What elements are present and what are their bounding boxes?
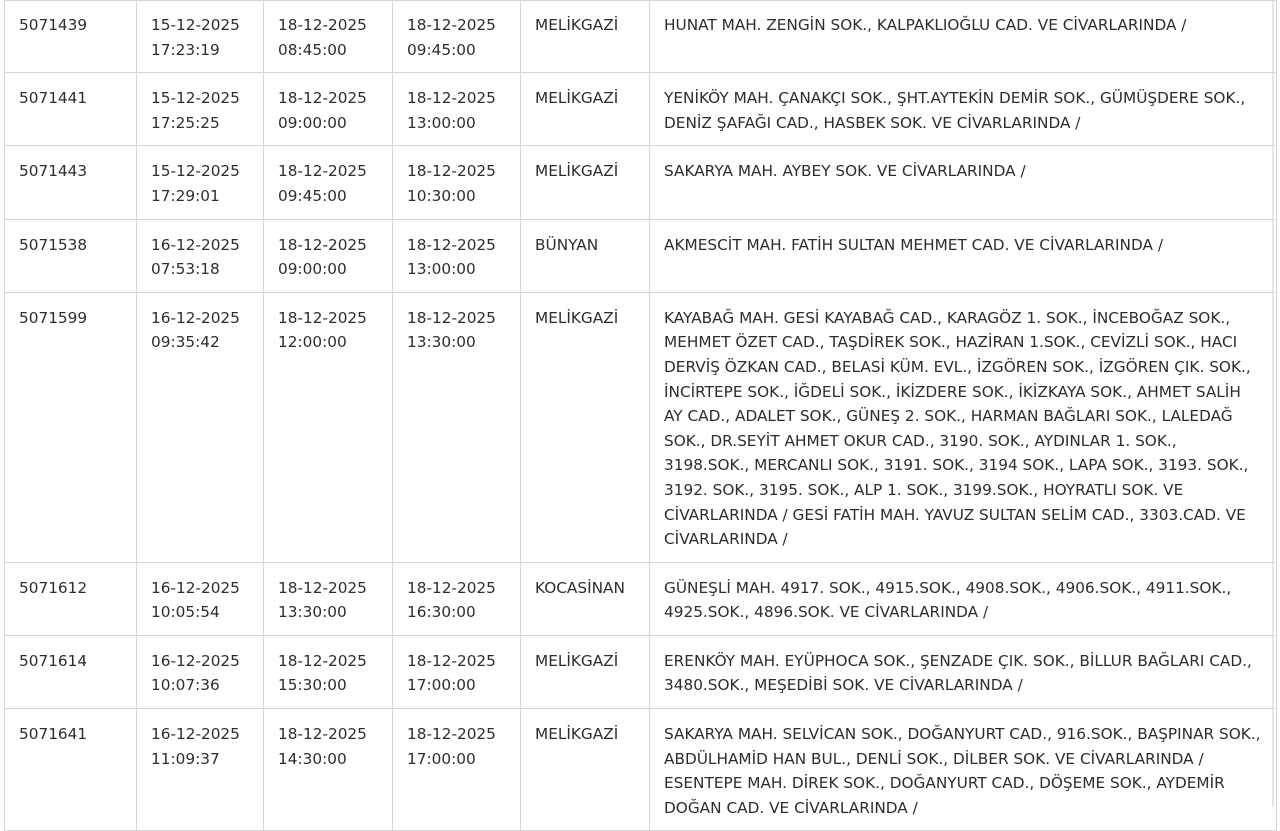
district: MELİKGAZİ	[521, 73, 650, 146]
end-date: 18-12-2025	[407, 578, 496, 597]
start-time: 09:45:00	[278, 186, 347, 205]
start-datetime	[264, 1, 393, 73]
district: MELİKGAZİ	[521, 709, 650, 831]
outage-id: 5071641	[5, 709, 137, 831]
end-time: 09:45:00	[407, 40, 476, 59]
created-time: 07:53:18	[151, 260, 220, 279]
end-datetime	[393, 562, 521, 635]
table-row	[5, 73, 1277, 146]
end-date: 18-12-2025	[407, 16, 496, 34]
start-datetime	[264, 73, 393, 146]
created-time: 09:35:42	[151, 333, 220, 352]
created-date: 15-12-2025	[151, 16, 240, 34]
start-datetime	[264, 562, 393, 635]
outage-id: 5071439	[5, 1, 137, 73]
created-time: 10:05:54	[151, 603, 220, 622]
table-row	[5, 1, 1277, 73]
created-datetime	[137, 635, 264, 708]
start-time: 15:30:00	[278, 676, 347, 695]
created-time: 10:07:36	[151, 676, 220, 695]
created-date: 16-12-2025	[151, 651, 240, 670]
end-date: 18-12-2025	[407, 235, 496, 254]
outage-id: 5071441	[5, 73, 137, 146]
start-datetime	[264, 709, 393, 831]
affected-address: GÜNEŞLİ MAH. 4917. SOK., 4915.SOK., 4908.SOK., 4906.SOK., 4911.SOK., 4925.SOK., 4896.SOK. VE CİVARLARINDA /	[650, 562, 1277, 635]
created-datetime	[137, 709, 264, 831]
start-time: 09:00:00	[278, 113, 347, 132]
outage-id: 5071614	[5, 635, 137, 708]
start-time: 13:30:00	[278, 603, 347, 622]
affected-address: SAKARYA MAH. AYBEY SOK. VE CİVARLARINDA /	[650, 146, 1277, 219]
end-time: 17:00:00	[407, 749, 476, 768]
table-row	[5, 635, 1277, 708]
table-row	[5, 562, 1277, 635]
start-datetime	[264, 292, 393, 562]
end-date: 18-12-2025	[407, 308, 496, 327]
end-datetime	[393, 709, 521, 831]
affected-address: AKMESCİT MAH. FATİH SULTAN MEHMET CAD. VE CİVARLARINDA /	[650, 219, 1277, 292]
start-date: 18-12-2025	[278, 578, 367, 597]
created-datetime	[137, 1, 264, 73]
start-date: 18-12-2025	[278, 725, 367, 744]
district: MELİKGAZİ	[521, 1, 650, 73]
end-time: 13:00:00	[407, 260, 476, 279]
table-row	[5, 709, 1277, 831]
outage-table-body	[5, 1, 1277, 831]
created-date: 16-12-2025	[151, 578, 240, 597]
end-time: 10:30:00	[407, 186, 476, 205]
outage-id: 5071538	[5, 219, 137, 292]
end-datetime	[393, 635, 521, 708]
end-date: 18-12-2025	[407, 89, 496, 108]
start-time: 12:00:00	[278, 333, 347, 352]
end-date: 18-12-2025	[407, 725, 496, 744]
outage-id: 5071612	[5, 562, 137, 635]
created-datetime	[137, 73, 264, 146]
start-time: 09:00:00	[278, 260, 347, 279]
start-date: 18-12-2025	[278, 235, 367, 254]
table-row	[5, 292, 1277, 562]
affected-address: HUNAT MAH. ZENGİN SOK., KALPAKLIOĞLU CAD. VE CİVARLARINDA /	[650, 1, 1277, 73]
affected-address: ERENKÖY MAH. EYÜPHOCA SOK., ŞENZADE ÇIK. SOK., BİLLUR BAĞLARI CAD., 3480.SOK., MEŞEDİBİ SOK. VE CİVARLARINDA /	[650, 635, 1277, 708]
end-datetime	[393, 1, 521, 73]
end-datetime	[393, 292, 521, 562]
end-time: 13:00:00	[407, 113, 476, 132]
start-date: 18-12-2025	[278, 89, 367, 108]
end-datetime	[393, 73, 521, 146]
created-datetime	[137, 219, 264, 292]
end-datetime	[393, 146, 521, 219]
start-date: 18-12-2025	[278, 162, 367, 181]
start-time: 08:45:00	[278, 40, 347, 59]
start-date: 18-12-2025	[278, 308, 367, 327]
district: KOCASİNAN	[521, 562, 650, 635]
affected-address: SAKARYA MAH. SELVİCAN SOK., DOĞANYURT CAD., 916.SOK., BAŞPINAR SOK., ABDÜLHAMİD HAN BUL., DENLİ SOK., DİLBER SOK. VE CİVARLARINDA / ESENTEPE MAH. DİREK SOK., DOĞANYURT CAD., DÖŞEME SOK., AYDEMİR DOĞAN CAD. VE CİVARLARINDA /	[650, 709, 1277, 831]
district: MELİKGAZİ	[521, 146, 650, 219]
created-datetime	[137, 562, 264, 635]
end-time: 13:30:00	[407, 333, 476, 352]
table-row	[5, 146, 1277, 219]
end-datetime	[393, 219, 521, 292]
end-time: 16:30:00	[407, 603, 476, 622]
created-time: 11:09:37	[151, 749, 220, 768]
start-date: 18-12-2025	[278, 16, 367, 34]
created-time: 17:29:01	[151, 186, 220, 205]
district: BÜNYAN	[521, 219, 650, 292]
created-date: 15-12-2025	[151, 89, 240, 108]
start-time: 14:30:00	[278, 749, 347, 768]
start-datetime	[264, 635, 393, 708]
affected-address: YENİKÖY MAH. ÇANAKÇI SOK., ŞHT.AYTEKİN DEMİR SOK., GÜMÜŞDERE SOK., DENİZ ŞAFAĞI CAD., HASBEK SOK. VE CİVARLARINDA /	[650, 73, 1277, 146]
end-date: 18-12-2025	[407, 651, 496, 670]
start-date: 18-12-2025	[278, 651, 367, 670]
district: MELİKGAZİ	[521, 635, 650, 708]
district: MELİKGAZİ	[521, 292, 650, 562]
created-datetime	[137, 146, 264, 219]
start-datetime	[264, 219, 393, 292]
created-date: 16-12-2025	[151, 235, 240, 254]
created-datetime	[137, 292, 264, 562]
table-row	[5, 219, 1277, 292]
end-date: 18-12-2025	[407, 162, 496, 181]
outage-table	[4, 0, 1277, 831]
end-time: 17:00:00	[407, 676, 476, 695]
created-date: 15-12-2025	[151, 162, 240, 181]
created-time: 17:23:19	[151, 40, 220, 59]
created-date: 16-12-2025	[151, 308, 240, 327]
affected-address: KAYABAĞ MAH. GESİ KAYABAĞ CAD., KARAGÖZ 1. SOK., İNCEBOĞAZ SOK., MEHMET ÖZET CAD., TAŞDİREK SOK., HAZİRAN 1.SOK., CEVİZLİ SOK., HACI DERVİŞ ÖZKAN CAD., BELASİ KÜM. EVL., İZGÖREN SOK., İZGÖREN ÇIK. SOK., İNCİRTEPE SOK., İĞDELİ SOK., İKİZDERE SOK., İKİZKAYA SOK., AHMET SALİH AY CAD., ADALET SOK., GÜNEŞ 2. SOK., HARMAN BAĞLARI SOK., LALEDAĞ SOK., DR.SEYİT AHMET OKUR CAD., 3190. SOK., AYDINLAR 1. SOK., 3198.SOK., MERCANLI SOK., 3191. SOK., 3194 SOK., LAPA SOK., 3193. SOK., 3192. SOK., 3195. SOK., ALP 1. SOK., 3199.SOK., HOYRATLI SOK. VE CİVARLARINDA / GESİ FATİH MAH. YAVUZ SULTAN SELİM CAD., 3303.CAD. VE CİVARLARINDA /	[650, 292, 1277, 562]
created-date: 16-12-2025	[151, 725, 240, 744]
outage-id: 5071599	[5, 292, 137, 562]
created-time: 17:25:25	[151, 113, 220, 132]
start-datetime	[264, 146, 393, 219]
outage-id: 5071443	[5, 146, 137, 219]
